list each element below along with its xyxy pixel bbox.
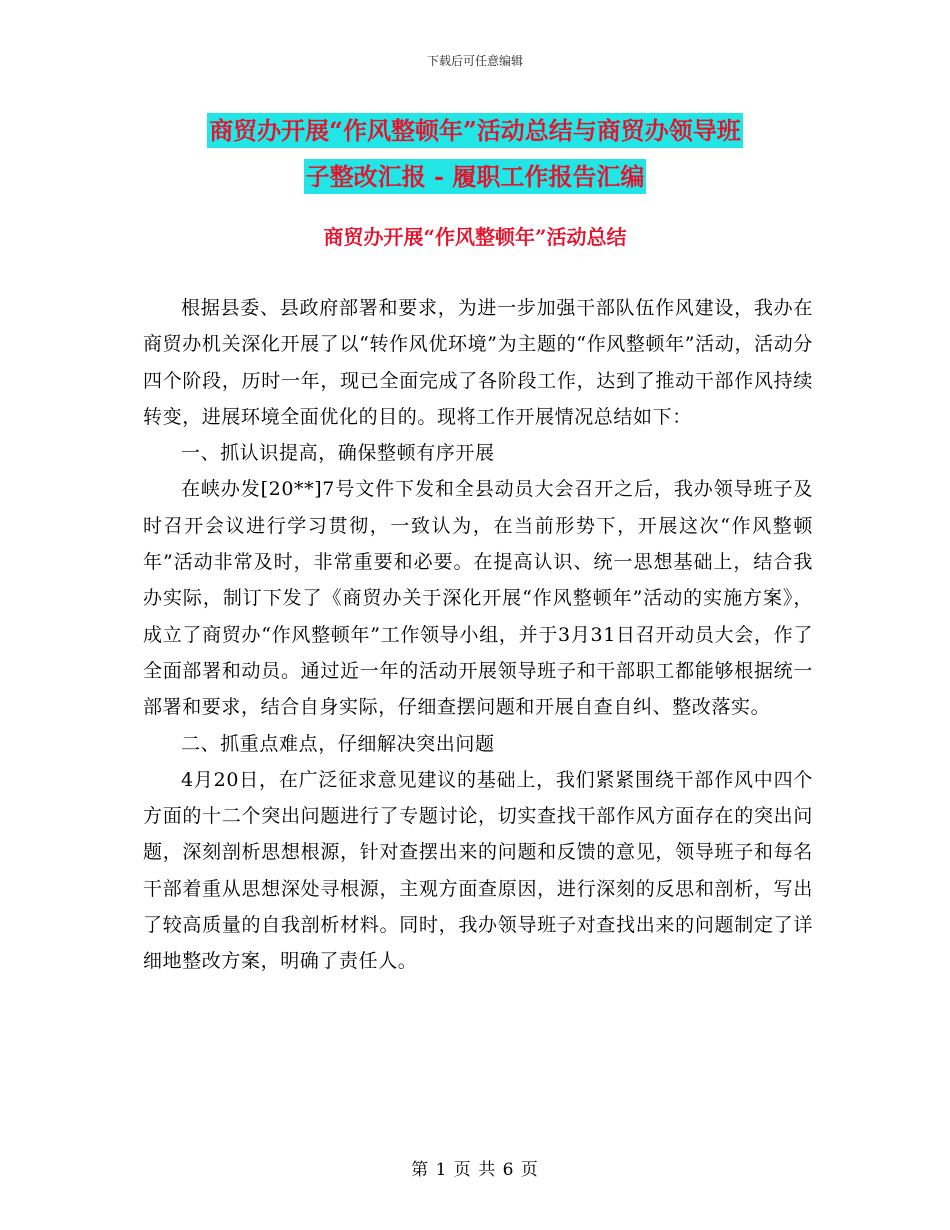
paragraph-1: 在峡办发[20**]7号文件下发和全县动员大会召开之后，我办领导班子及时召开会议进行学习贯彻，一致认为，在当前形势下，开展这次“作风整顿年”活动非常及时，非常重要和必要。在提高认识、统一思想基础上，结合我办实际，制订下发了《商贸办关于深化开展“作风整顿年”活动的实施方案》，成立了商贸办“作风整顿年”工作领导小组，并于3月31日召开动员大会，作了全面部署和动员。通过近一年的活动开展领导班子和干部职工都能够根据统一部署和要求，结合自身实际，仔细查摆问题和开展自查自纠、整改落实。 [143,478,813,719]
subheading-1: 一、抓认识提高，确保整顿有序开展 [181,442,495,465]
paragraph-2: 4月20日，在广泛征求意见建议的基础上，我们紧紧围绕干部作风中四个方面的十二个突出问题进行了专题讨论，切实查找干部作风方面存在的突出问题，深刻剖析思想根源，针对查摆出来的问题和反馈的意见，领导班子和每名干部着重从思想深处寻根源，主观方面查原因，进行深刻的反思和剖析，写出了较高质量的自我剖析材料。同时，我办领导班子对查找出来的问题制定了详细地整改方案，明确了责任人。 [143,768,813,973]
page-header-note: 下载后可任意编辑 [426,54,523,68]
document-title-line-1: 商贸办开展“作风整顿年”活动总结与商贸办领导班 [207,113,743,148]
paragraph-intro: 根据县委、县政府部署和要求，为进一步加强干部队伍作风建设，我办在商贸办机关深化开展了以“转作风优环境”为主题的“作风整顿年”活动，活动分四个阶段，历时一年，现已全面完成了各阶段工作，达到了推动干部作风持续转变，进展环境全面优化的目的。现将工作开展情况总结如下： [143,297,813,428]
document-title-line-2: 子整改汇报 - 履职工作报告汇编 [304,159,647,194]
subheading-2: 二、抓重点难点，仔细解决突出问题 [181,732,495,755]
document-title [150,108,800,200]
section-heading: 商贸办开展“作风整顿年”活动总结 [323,225,627,249]
page-number: 第 1 页 共 6 页 [411,1160,539,1180]
document-body [143,290,813,980]
